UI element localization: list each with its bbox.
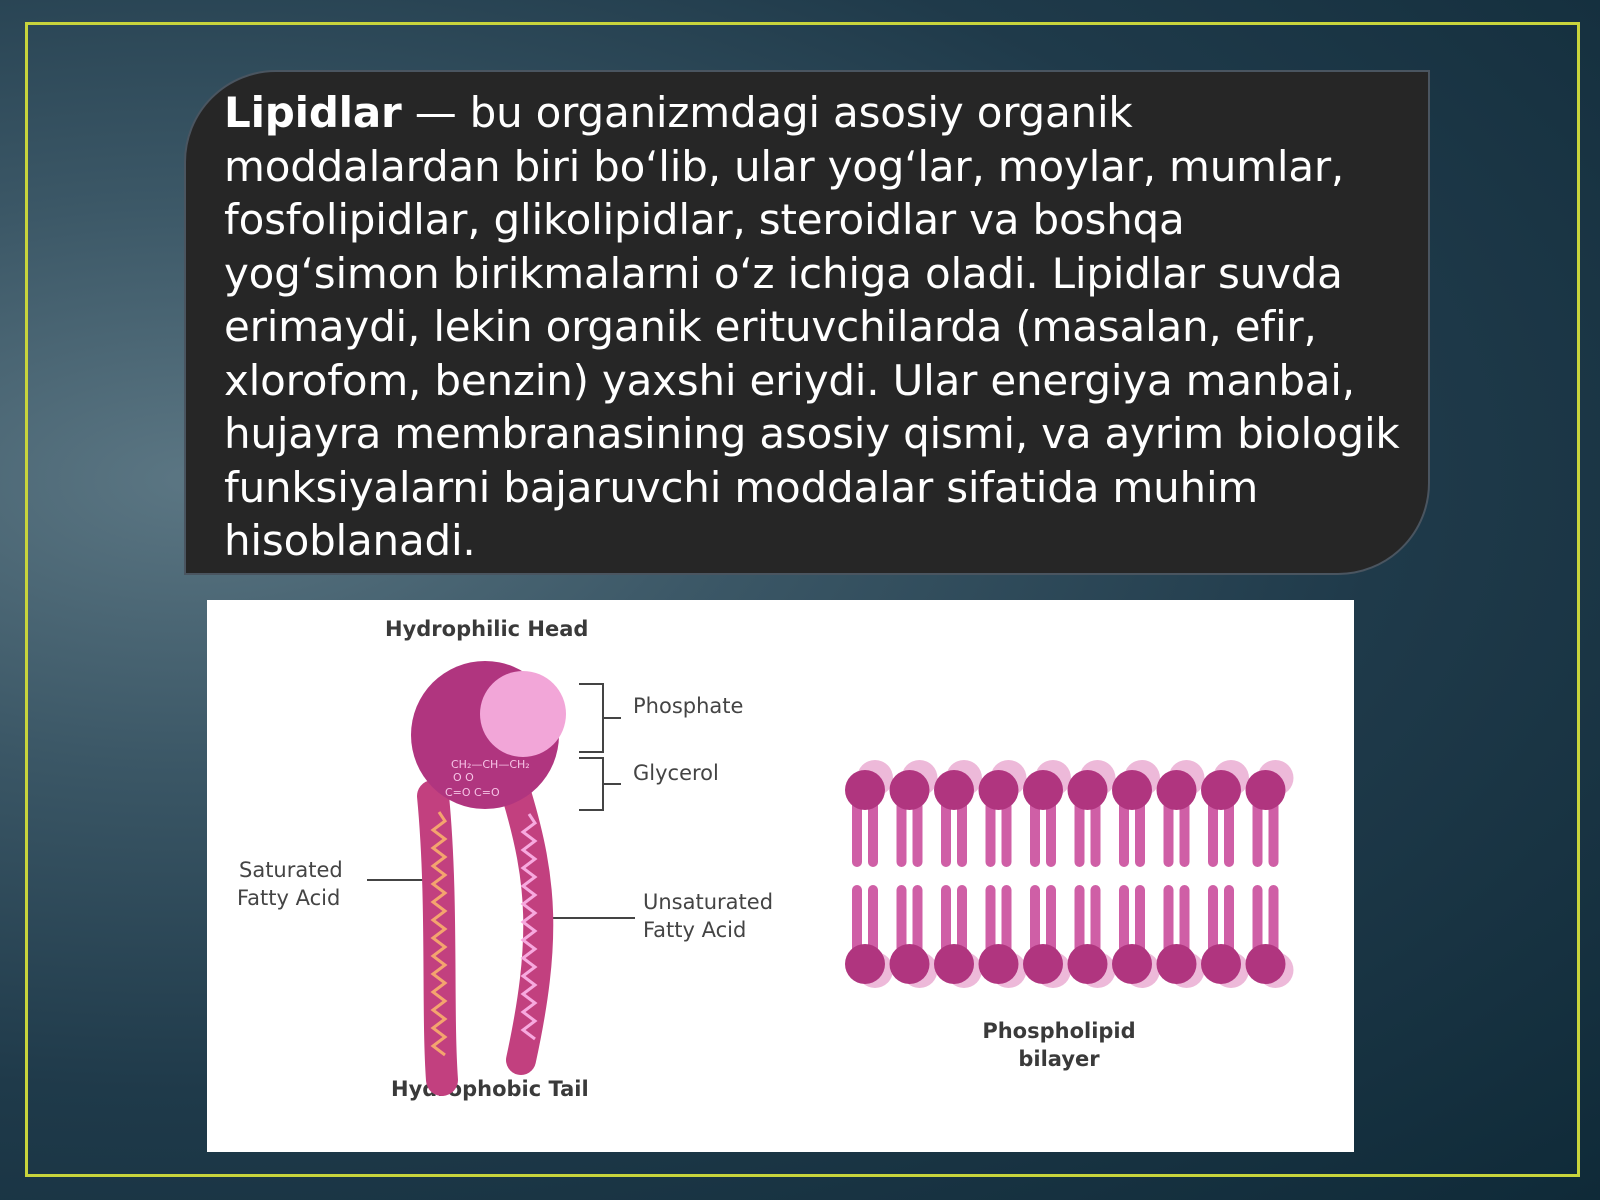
bilayer-head-upper (1157, 770, 1197, 810)
phospholipid-bilayer (845, 760, 1294, 988)
unsaturated-label-line2: Fatty Acid (643, 918, 747, 942)
bilayer-head-upper (1112, 770, 1152, 810)
bilayer-head-lower (1246, 944, 1286, 984)
bilayer-head-upper (1068, 770, 1108, 810)
glycerol-bracket (579, 758, 603, 810)
svg-text:CH₂—CH—CH₂: CH₂—CH—CH₂ (451, 758, 530, 771)
definition-text-box (184, 70, 1430, 575)
bilayer-head-lower (1023, 944, 1063, 984)
bilayer-head-lower (890, 944, 930, 984)
bilayer-head-upper (1023, 770, 1063, 810)
bilayer-head-upper (1201, 770, 1241, 810)
glycerol-label: Glycerol (633, 761, 719, 785)
phosphate-bracket (579, 684, 603, 752)
saturated-label-line1: Saturated (239, 858, 343, 882)
bilayer-head-upper (934, 770, 974, 810)
bilayer-head-lower (934, 944, 974, 984)
definition-term: Lipidlar (224, 88, 402, 137)
bilayer-label-line2: bilayer (1018, 1047, 1100, 1071)
hydrophilic-head-label: Hydrophilic Head (385, 617, 589, 641)
svg-text:C=O C=O: C=O C=O (445, 786, 500, 799)
bilayer-head-lower (979, 944, 1019, 984)
bilayer-head-upper (979, 770, 1019, 810)
svg-text:O O: O O (453, 771, 474, 784)
hydrophobic-tail-label: Hydrophobic Tail (391, 1077, 589, 1101)
bilayer-head-lower (1157, 944, 1197, 984)
bilayer-head-upper (890, 770, 930, 810)
bilayer-head-lower (1201, 944, 1241, 984)
phospholipid-figure (207, 600, 1354, 1152)
bilayer-head-upper (1246, 770, 1286, 810)
saturated-label-line2: Fatty Acid (237, 886, 341, 910)
unsaturated-label-line1: Unsaturated (643, 890, 774, 914)
definition-paragraph (224, 86, 1404, 568)
phosphate-group (480, 671, 566, 757)
bilayer-head-lower (1068, 944, 1108, 984)
bilayer-label-line1: Phospholipid (982, 1019, 1136, 1043)
bilayer-head-lower (845, 944, 885, 984)
bilayer-head-lower (1112, 944, 1152, 984)
bilayer-head-upper (845, 770, 885, 810)
phosphate-label: Phosphate (633, 694, 744, 718)
phospholipid-molecule (411, 661, 566, 1080)
phospholipid-diagram (207, 600, 1354, 1152)
definition-text: — bu organizmdagi asosiy organik moddalardan biri bo‘lib, ular yog‘lar, moylar, mumlar, fosfolipidlar, glikolipidlar, steroidlar va boshqa yog‘simon birikmalarni o‘z ichiga oladi. Lipidlar suvda erimaydi, lekin organik erituvchilarda (masalan, efir, xlorofom, benzin) yaxshi eriydi. Ular energiya manbai, hujayra membranasining asosiy qismi, va ayrim biologik funksiyalarni bajaruvchi moddalar sifatida muhim hisoblanadi. (224, 88, 1400, 565)
